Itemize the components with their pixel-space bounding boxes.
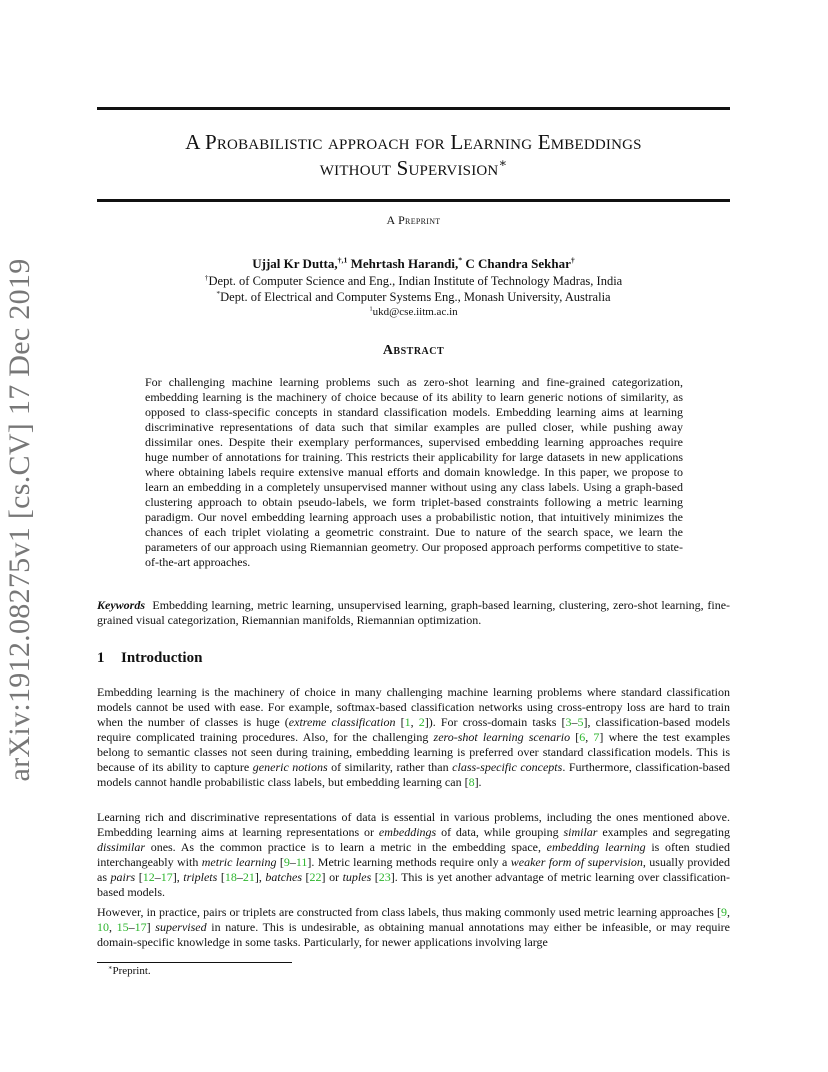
title-line-2: without Supervision∗ [319,156,508,180]
keywords-label: Keywords [97,598,145,612]
title-rule-top [97,107,730,110]
citation-link[interactable]: 5 [577,715,584,729]
title-line-1: A Probabilistic approach for Learning Embeddings [185,130,642,154]
paper-title [97,129,730,181]
keywords-text: Embedding learning, metric learning, unsupervised learning, graph-based learning, clustering, zero-shot learning, fine-grained visual categorization, Riemannian manifolds, Riemannian optimization. [97,598,731,627]
author-email: $^1$ukd@cse.iitm.ac.in [369,305,458,318]
preprint-label: A Preprint [386,213,441,227]
footnote-rule [97,962,292,963]
author-2: Mehrtash Harandi, [350,256,459,271]
author-1: Ujjal Kr Dutta, [252,256,338,271]
citation-link[interactable]: 1 [404,715,411,729]
affiliation-1: †Dept. of Computer Science and Eng., Indian Institute of Technology Madras, India [204,272,623,288]
citation-link[interactable]: 11 [295,855,308,869]
citation-link[interactable]: 6 [579,730,586,744]
section-number: 1 [97,650,105,666]
citation-link[interactable]: 23 [378,870,391,884]
citation-link[interactable]: 17 [134,920,147,934]
affiliation-2: *Dept. of Electrical and Computer Systems Eng., Monash University, Australia [216,288,611,304]
citation-link[interactable]: 21 [242,870,255,884]
citation-link[interactable]: 15 [116,920,129,934]
citation-link[interactable]: 17 [160,870,173,884]
arxiv-stamp-text: arXiv:1912.08275v1 [cs.CV] 17 Dec 2019 [3,258,36,782]
citation-link[interactable]: 3 [565,715,572,729]
citation-link[interactable]: 22 [309,870,322,884]
section-heading [97,650,202,667]
citation-link[interactable]: 9 [721,905,727,919]
section-title: Introduction [121,650,203,666]
intro-paragraph-3: However, in practice, pairs or triplets are constructed from class labels, thus making commonly used metric learning approaches [9, 10, 15–17] supervised in nature. This is undesirable, as obtaining manual annotations may either be infeasible, or may require domain-specific knowledge in some tasks. Particularly, for newer applications involving large [97,905,731,949]
title-rule-bottom [97,199,730,202]
author-list: Ujjal Kr Dutta,$^{\dagger,1}$ Mehrtash Harandi,* C Chandra Sekhar† [252,255,575,271]
author-3: C Chandra Sekhar [465,256,571,271]
keywords [97,598,730,628]
citation-link[interactable]: 7 [593,730,600,744]
citation-link[interactable]: 10 [97,920,109,934]
abstract-text: For challenging machine learning problems such as zero-shot learning and fine-grained categorization, embedding learning is the machinery of choice because of its ability to learn generic notions of similarity, as opposed to class-specific concepts in standard classification models. Embedding learning aims at learning discriminative representations of data such that similar examples are pulled closer, while pushing away dissimilar ones. Despite their exemplary performances, supervised embedding learning approaches require huge number of annotations for training. This restricts their applicability for large datasets in new applications where obtaining labels require extensive manual efforts and domain knowledge. In this paper, we propose to learn an embedding in a completely unsupervised manner without using any class labels. Using a graph-based clustering approach to obtain pseudo-labels, we form triplet-based constraints following a metric learning paradigm. Our novel embedding learning approach uses a probabilistic notion, that intuitively minimizes the chances of each triplet violating a geometric constraint. Due to nature of the search space, we learn the parameters of our approach using Riemannian geometry. Our proposed approach performs competitive to state-of-the-art approaches. [145,375,683,569]
arxiv-stamp [0,258,40,782]
intro-paragraph-1: Embedding learning is the machinery of choice in many challenging machine learning problems where standard classification models cannot be used with ease. For example, softmax-based classification networks using cross-entropy loss are hard to train when the number of classes is huge (extreme classification [1, 2]). For cross-domain tasks [3–5], classification-based models require complicated training procedures. Also, for the challenging zero-shot learning scenario [6, 7] where the test examples belong to semantic classes not seen during training, embedding learning is preferred over standard classification models. This is because of its ability to capture generic notions of similarity, rather than class-specific concepts. Furthermore, classification-based models cannot handle probabilistic class labels, but embedding learning can [8]. [97,685,731,789]
title-footnote-mark: ∗ [498,156,508,170]
intro-paragraph-2: Learning rich and discriminative representations of data is essential in various problems, including the ones mentioned above. Embedding learning aims at learning representations or embeddings of data, while grouping similar examples and segregating dissimilar ones. As the common practice is to learn a metric in the embedding space, embedding learning is often studied interchangeably with metric learning [9–11]. Metric learning methods require only a weaker form of supervision, usually provided as pairs [12–17], triplets [18–21], batches [22] or tuples [23]. This is yet another advantage of metric learning over classification-based models. [97,810,731,899]
citation-link[interactable]: 8 [468,775,475,789]
footnote: ∗Preprint. [108,964,151,977]
citation-link[interactable]: 12 [142,870,155,884]
citation-link[interactable]: 2 [418,715,425,729]
citation-link[interactable]: 18 [224,870,237,884]
abstract-heading: Abstract [382,343,445,358]
citation-link[interactable]: 9 [283,855,290,869]
